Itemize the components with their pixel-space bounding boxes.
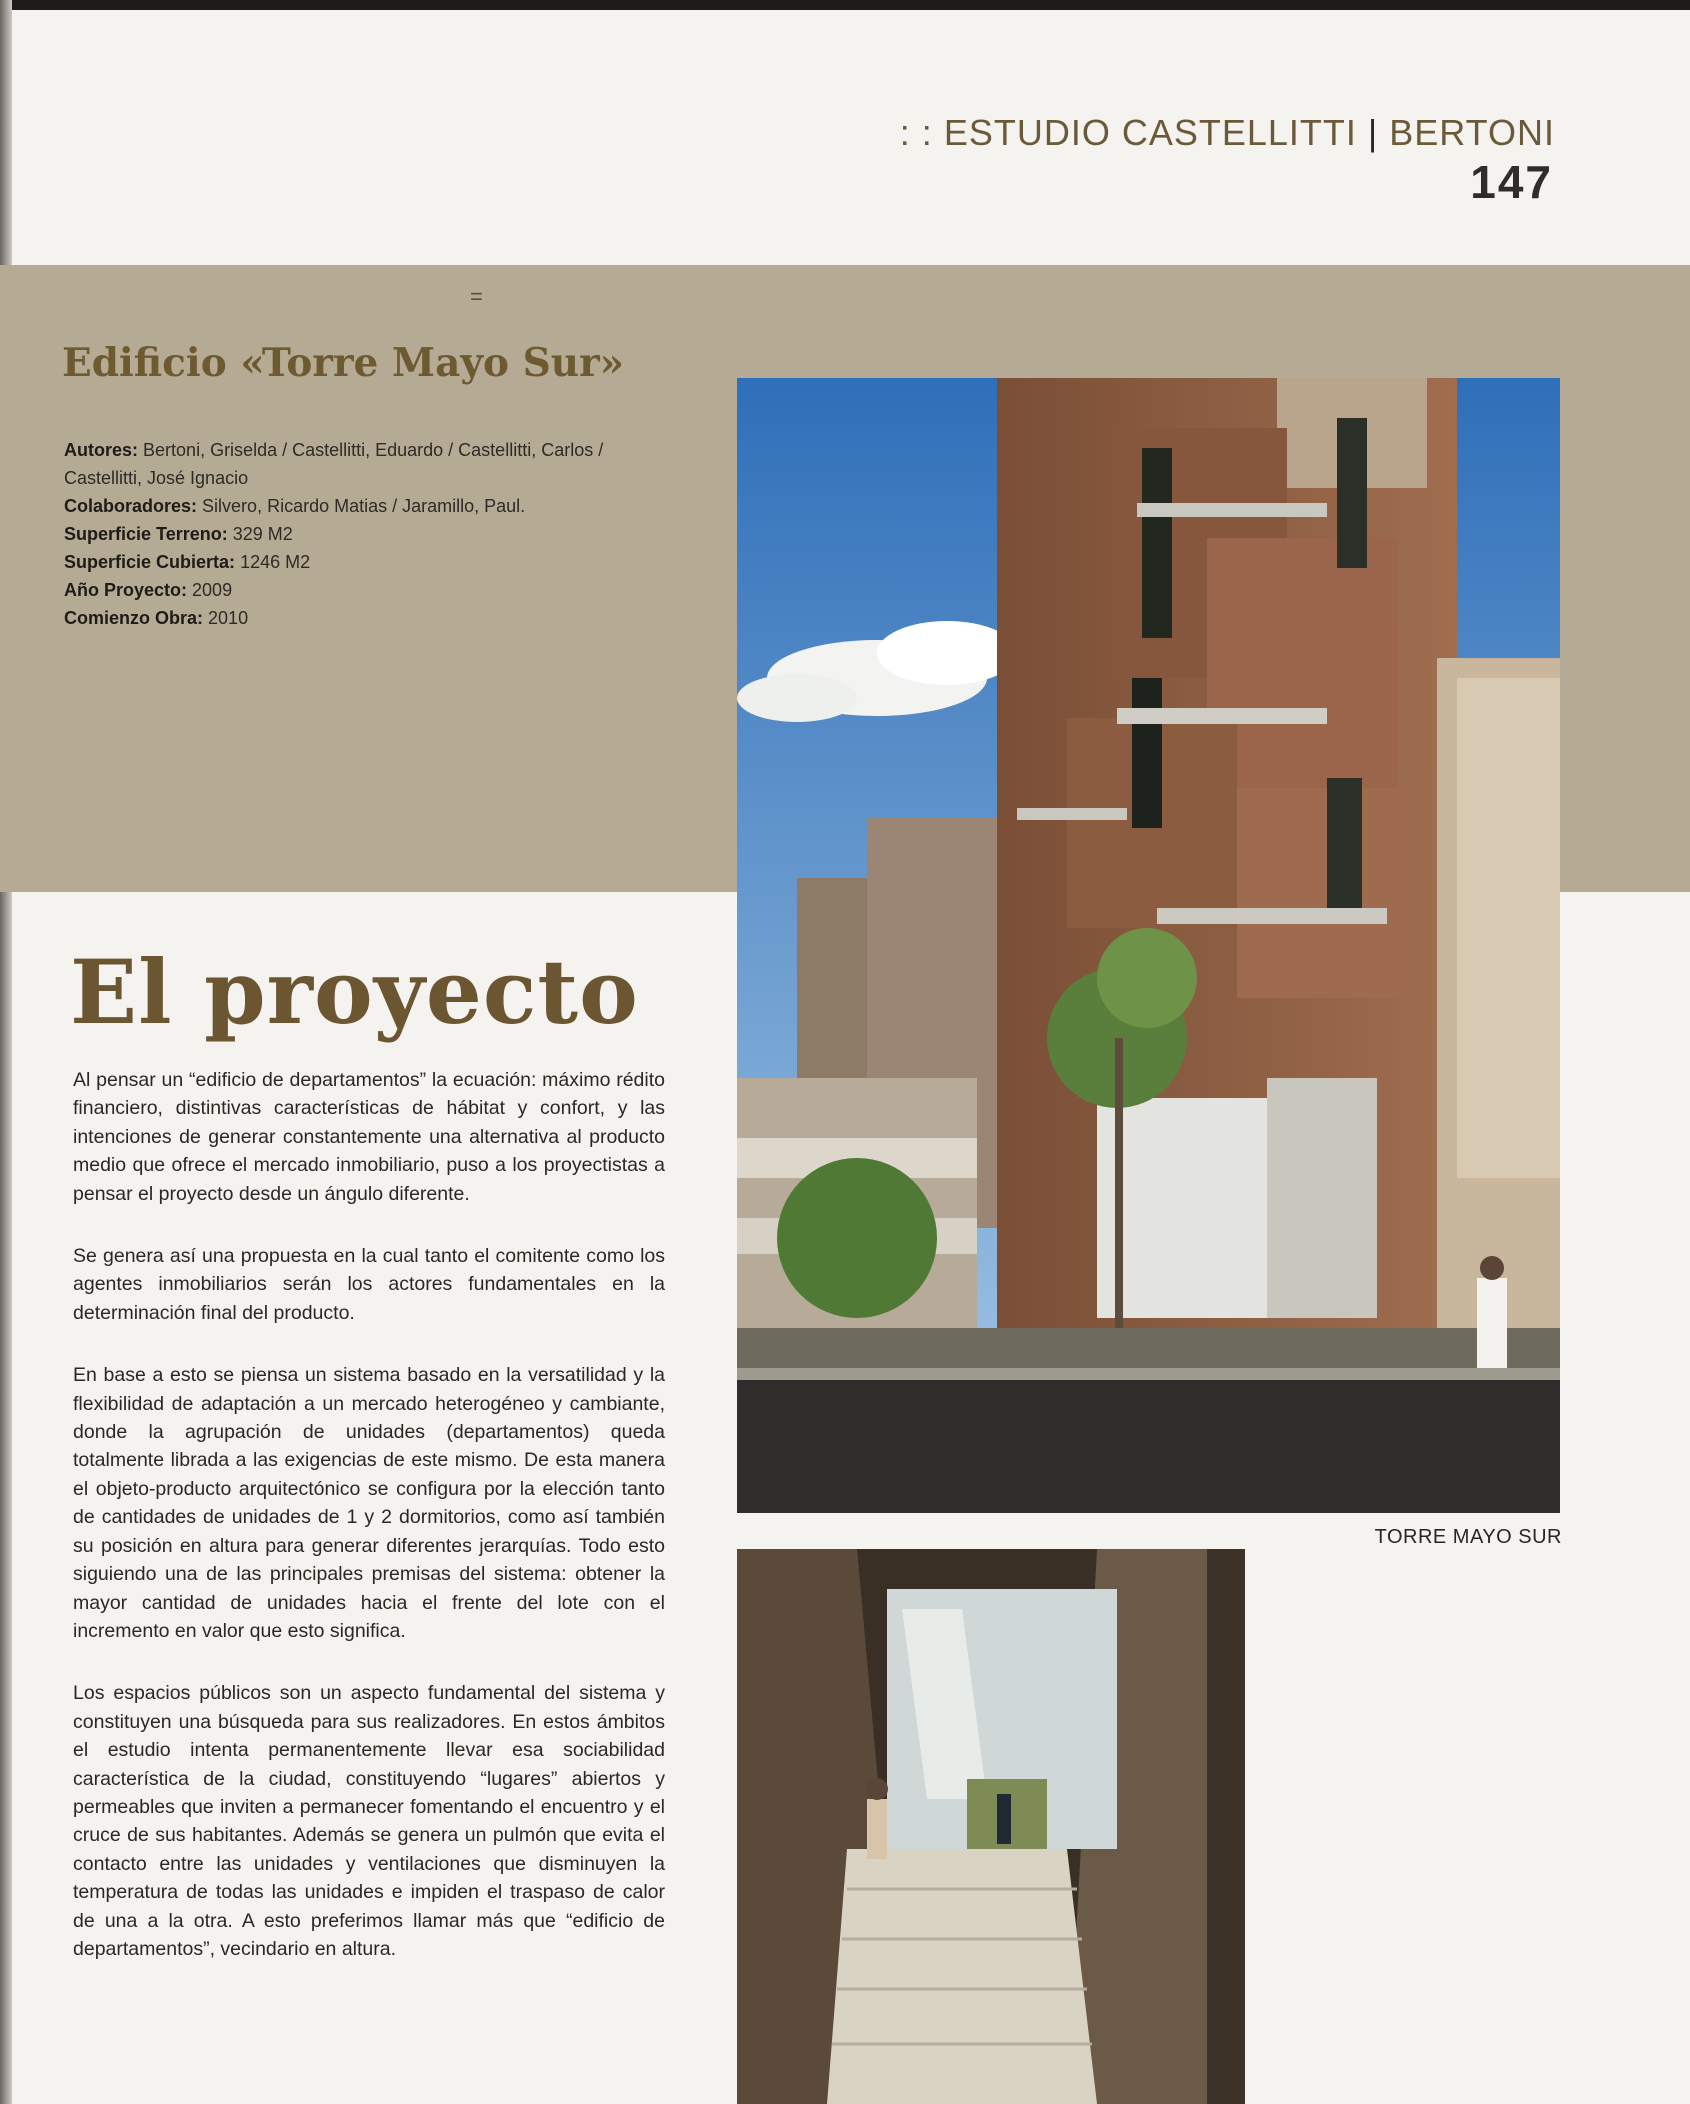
article-paragraph: En base a esto se piensa un sistema basado en la versatilidad y la flexibilidad de adaptación a un mercado heterogéneo y cambiante, donde la agrupación de unidades (departamentos) queda totalmente librada a las exigencias de este mismo. De esta manera el objeto-producto arquitectónico se configura por la elección tanto de cantidades de unidades de 1 y 2 dormitorios, como así también su posición en altura para generar diferentes jerarquías. Todo esto siguiendo una de las principales premisas del sistema: obtener la mayor cantidad de unidades hacia el frente del lote con el incremento en valor que esto significa.	[73, 1364, 665, 1642]
credit-item	[64, 524, 293, 544]
project-name: Edificio «Torre Mayo Sur»	[62, 340, 625, 386]
credit-label: Autores:	[64, 440, 139, 460]
band-mark: =	[470, 284, 483, 309]
credit-value: 2009	[192, 580, 233, 600]
header-studio-left: ESTUDIO CASTELLITTI	[943, 112, 1357, 153]
credit-value: 329 M2	[232, 524, 293, 544]
credit-item	[64, 580, 232, 600]
article-paragraph: Al pensar un “edificio de departamentos” la ecuación: máximo rédito financiero, distintivas características de hábitat y confort, y las intenciones de generar constantemente una alternativa al producto medio que ofrece el mercado inmobiliario, puso a los proyectistas a pensar el proyecto desde un ángulo diferente.	[73, 1069, 665, 1205]
credit-value: 1246 M2	[240, 552, 311, 572]
credit-label: Superficie Cubierta:	[64, 552, 236, 572]
building-render-photo	[737, 378, 1560, 1513]
credit-label: Año Proyecto:	[64, 580, 188, 600]
header-separator: |	[1367, 112, 1379, 153]
credit-item	[64, 552, 310, 572]
header-prefix: : :	[899, 112, 933, 153]
credit-value: Bertoni, Griselda / Castellitti, Eduardo / Castellitti, Carlos / Castellitti, José Ignacio	[64, 440, 604, 488]
credit-value: Silvero, Ricardo Matias / Jaramillo, Paul.	[202, 496, 526, 516]
studio-header	[900, 112, 1555, 154]
credit-label: Superficie Terreno:	[64, 524, 228, 544]
page-top-edge	[0, 0, 1690, 10]
credit-item	[64, 496, 525, 516]
photo-caption: TORRE MAYO SUR	[1374, 1526, 1562, 1548]
credit-item	[64, 608, 248, 628]
credit-label: Comienzo Obra:	[64, 608, 204, 628]
article-body	[73, 1066, 665, 1997]
section-title: El proyecto	[70, 940, 639, 1044]
header-studio-right: BERTONI	[1389, 112, 1555, 153]
interior-stair-photo	[737, 1549, 1245, 2104]
credit-label: Colaboradores:	[64, 496, 198, 516]
article-paragraph: Los espacios públicos son un aspecto fundamental del sistema y constituyen una búsqueda para sus realizadores. En estos ámbitos el estudio intenta permanentemente llevar esa sociabilidad característica de la ciudad, constituyendo “lugares” abiertos y permeables que inviten a permanecer fomentando el encuentro y el cruce de sus habitantes. Además se genera un pulmón que evita el contacto entre las unidades y ventilaciones que disminuyen la temperatura de todas las unidades e impiden el traspaso de calor de una a la otra. A esto preferimos llamar más que “edificio de departamentos”, vecindario en altura.	[73, 1682, 665, 1960]
article-paragraph: Se genera así una propuesta en la cual tanto el comitente como los agentes inmobiliarios serán los actores fundamentales en la determinación final del producto.	[73, 1245, 665, 1324]
project-credits	[64, 436, 624, 632]
page-number: 147	[1470, 156, 1553, 208]
credit-item	[64, 440, 603, 488]
credit-value: 2010	[208, 608, 249, 628]
